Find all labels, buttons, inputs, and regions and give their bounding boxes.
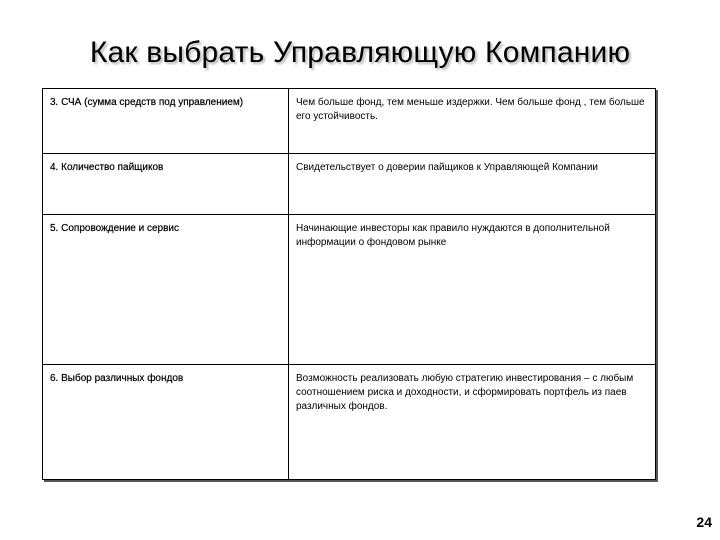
criterion-text: 3. СЧА (сумма средств под управлением) bbox=[50, 97, 244, 108]
description-cell: Возможность реализовать любую стратегию инвестирования – с любым соотношением риска и доходности, и сформировать портфель из паев различных фондов. bbox=[289, 364, 656, 479]
description-cell: Свидетельствует о доверии пайщиков к Управляющей Компании bbox=[289, 154, 656, 215]
criterion-text: 6. Выбор различных фондов bbox=[50, 372, 184, 384]
criterion-cell bbox=[43, 89, 289, 154]
criterion-text: 4. Количество пайщиков bbox=[50, 162, 164, 174]
table-row bbox=[43, 364, 656, 479]
slide-title: Как выбрать Управляющую Компанию bbox=[89, 36, 631, 69]
table-row bbox=[43, 154, 656, 215]
criteria-table bbox=[42, 88, 656, 480]
description-cell: Начинающие инвесторы как правило нуждаются в дополнительной информации о фондовом рынке bbox=[289, 215, 656, 365]
page-number: 24 bbox=[696, 514, 712, 530]
table-row bbox=[43, 89, 656, 154]
criterion-cell bbox=[43, 154, 289, 215]
criterion-cell bbox=[43, 364, 289, 479]
criterion-cell bbox=[43, 215, 289, 365]
description-cell: Чем больше фонд, тем меньше издержки. Чем больше фонд , тем больше его устойчивость. bbox=[289, 89, 656, 154]
table-row bbox=[43, 215, 656, 365]
criterion-text: 5. Сопровождение и сервис bbox=[50, 223, 180, 235]
